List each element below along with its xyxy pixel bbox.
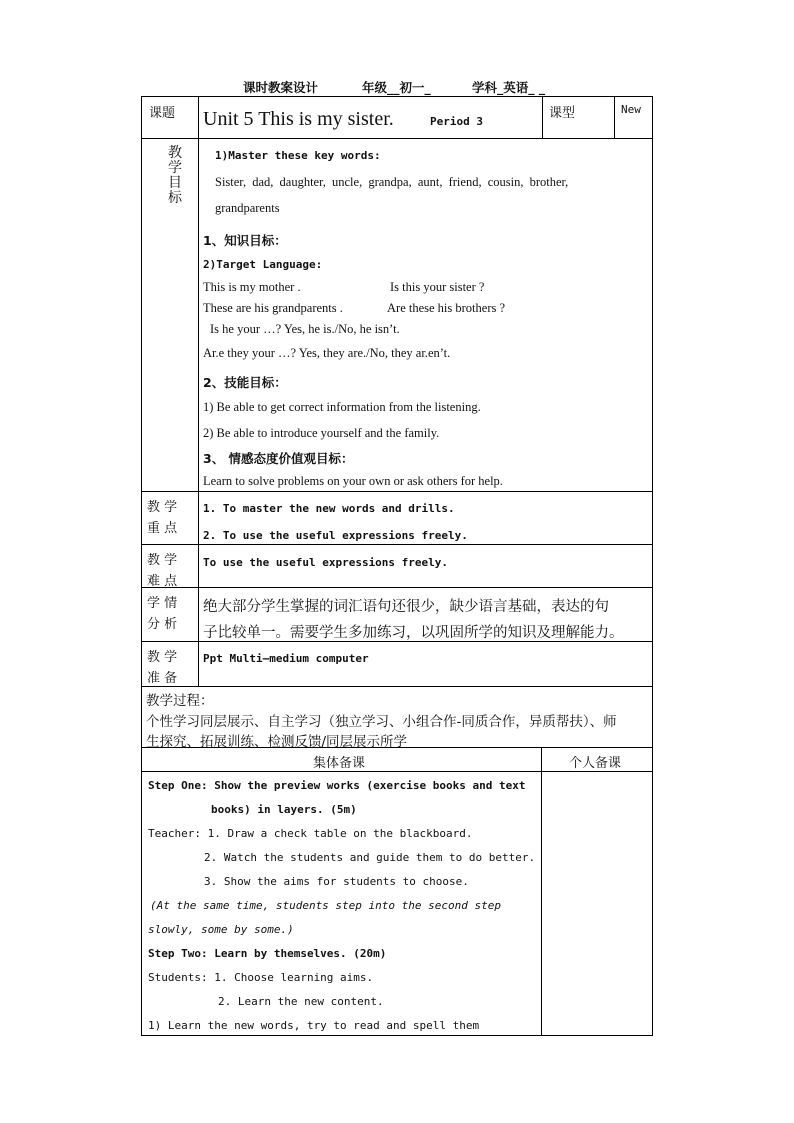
header-grade: 年级__初一_ bbox=[362, 80, 431, 95]
lesson-period: Period 3 bbox=[430, 115, 483, 128]
key-words-list: Sister, dad, daughter, uncle, grandpa, aunt, friend, cousin, brother, bbox=[215, 175, 569, 189]
teacher-step: 2. Watch the students and guide them to do better. bbox=[204, 851, 536, 864]
collective-prep-header: 集体备课 bbox=[313, 756, 366, 771]
difficulty-label-2: 难 点 bbox=[147, 574, 178, 589]
header-subject: 学科_英语_ _ bbox=[472, 80, 546, 95]
teacher-step: Teacher: 1. Draw a check table on the blackboard. bbox=[148, 827, 473, 840]
focus-label-2: 重 点 bbox=[147, 521, 178, 536]
step-note: (At the same time, students step into the second step bbox=[150, 899, 501, 912]
learn-step: 1) Learn the new words, try to read and spell them bbox=[148, 1019, 480, 1032]
topic-label: 课题 bbox=[149, 106, 176, 121]
type-value: New bbox=[621, 103, 641, 116]
header-title: 课时教案设计 bbox=[243, 80, 319, 95]
students-step: Students: 1. Choose learning aims. bbox=[148, 971, 374, 984]
sentence: Ar.e they your …? Yes, they are./No, they ar.en’t. bbox=[203, 346, 451, 360]
process-text-2: 生探究、拓展训练、检测反馈/同层展示所学 bbox=[146, 734, 408, 750]
sentence: This is my mother . bbox=[203, 280, 301, 294]
key-words-heading: 1)Master these key words: bbox=[215, 149, 381, 162]
difficulty-text: To use the useful expressions freely. bbox=[203, 556, 449, 569]
focus-label-1: 教 学 bbox=[147, 500, 178, 515]
type-label: 课型 bbox=[549, 106, 576, 121]
process-heading: 教学过程： bbox=[146, 693, 214, 709]
emotion-heading: 3、 情感态度价值观目标： bbox=[203, 451, 354, 466]
lesson-topic: Unit 5 This is my sister. bbox=[203, 108, 394, 130]
step-note-cont: slowly, some by some.) bbox=[148, 923, 294, 936]
sentence: These are his grandparents . bbox=[203, 301, 343, 315]
difficulty-label-1: 教 学 bbox=[147, 553, 178, 568]
emotion-text: Learn to solve problems on your own or ask others for help. bbox=[203, 474, 503, 488]
key-words-list-cont: grandparents bbox=[215, 201, 280, 215]
analysis-label-1: 学 情 bbox=[147, 596, 178, 611]
step-one-heading: Step One: Show the preview works (exercise books and text bbox=[148, 779, 526, 792]
analysis-text-1: 绝大部分学生掌握的词汇语句还很少，缺少语言基础，表达的句 bbox=[203, 599, 609, 615]
step-one-heading-cont: books) in layers. (5m) bbox=[211, 803, 357, 816]
focus-item: 1. To master the new words and drills. bbox=[203, 502, 455, 515]
analysis-label-2: 分 析 bbox=[147, 617, 178, 632]
skill-item: 1) Be able to get correct information from the listening. bbox=[203, 400, 481, 414]
sentence: Are these his brothers ? bbox=[387, 301, 506, 315]
analysis-text-2: 子比较单一。需要学生多加练习，以巩固所学的知识及理解能力。 bbox=[203, 625, 624, 641]
skill-heading: 2、技能目标： bbox=[203, 375, 287, 390]
step-two-heading: Step Two: Learn by themselves. (20m) bbox=[148, 947, 387, 960]
document-header bbox=[0, 78, 794, 96]
personal-prep-header: 个人备课 bbox=[569, 756, 622, 771]
sentence: Is he your …? Yes, he is./No, he isn’t. bbox=[210, 322, 400, 336]
target-language-heading: 2)Target Language: bbox=[203, 258, 323, 271]
preparation-label-2: 准 备 bbox=[147, 671, 178, 686]
teacher-step: 3. Show the aims for students to choose. bbox=[204, 875, 469, 888]
skill-item: 2) Be able to introduce yourself and the family. bbox=[203, 426, 440, 440]
sentence: Is this your sister ? bbox=[390, 280, 485, 294]
preparation-label-1: 教 学 bbox=[147, 650, 178, 665]
preparation-text: Ppt Multi—medium computer bbox=[203, 652, 369, 665]
knowledge-heading: 1、知识目标： bbox=[203, 233, 287, 248]
objectives-label: 教学目标 bbox=[168, 145, 182, 206]
students-step: 2. Learn the new content. bbox=[218, 995, 384, 1008]
focus-item: 2. To use the useful expressions freely. bbox=[203, 529, 468, 542]
process-text-1: 个性学习同层展示、自主学习（独立学习、小组合作-同质合作，异质帮扶）、师 bbox=[146, 714, 617, 730]
